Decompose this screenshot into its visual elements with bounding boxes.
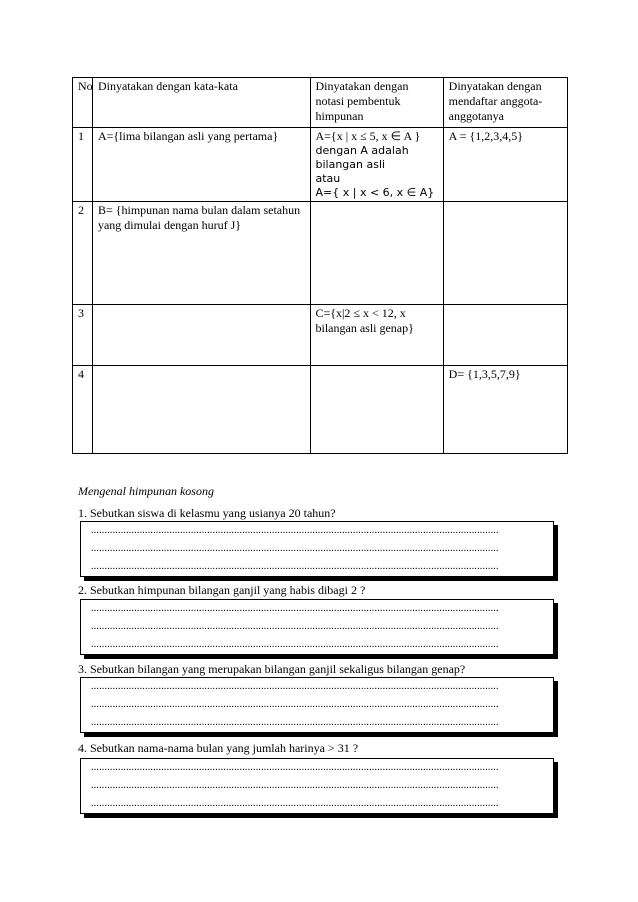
header-words: Dinyatakan dengan kata-kata: [92, 78, 310, 128]
notation-line: A={x | x ≤ 5, x ∈ A }: [315, 129, 421, 143]
notation-line: bilangan asli: [315, 158, 386, 171]
table-row: [73, 305, 568, 366]
notation-line: dengan A adalah: [315, 144, 409, 157]
answer-line: .......................................................................................................................................................: [91, 717, 499, 728]
row-words: A={lima bilangan asli yang pertama}: [92, 128, 310, 202]
answer-line: .......................................................................................................................................................: [91, 780, 499, 791]
row-no: 2: [73, 202, 93, 305]
question-4: 4. Sebutkan nama-nama bulan yang jumlah harinya > 31 ?: [78, 741, 359, 755]
answer-line: .......................................................................................................................................................: [91, 561, 499, 572]
set-representation-table: [72, 77, 568, 454]
row-list: [443, 202, 567, 305]
answer-line: .......................................................................................................................................................: [91, 681, 499, 692]
header-list: Dinyatakan dengan mendaftar anggota-anggotanya: [443, 78, 567, 128]
row-list: [443, 305, 567, 366]
answer-line: .......................................................................................................................................................: [91, 621, 499, 632]
notation-line: atau: [315, 172, 341, 185]
table-header-row: [73, 78, 568, 128]
answer-line: .......................................................................................................................................................: [91, 762, 499, 773]
answer-line: .......................................................................................................................................................: [91, 639, 499, 650]
answer-box-4[interactable]: [80, 758, 554, 814]
answer-box-3[interactable]: [80, 677, 554, 733]
answer-line: .......................................................................................................................................................: [91, 543, 499, 554]
row-notation: [310, 128, 443, 202]
answer-line: .......................................................................................................................................................: [91, 603, 499, 614]
row-notation: [310, 202, 443, 305]
question-2: 2. Sebutkan himpunan bilangan ganjil yang habis dibagi 2 ?: [78, 583, 366, 597]
header-no: No: [73, 78, 93, 128]
answer-box-2[interactable]: [80, 599, 554, 655]
table-row: [73, 366, 568, 454]
row-words: [92, 366, 310, 454]
row-notation: C={x|2 ≤ x < 12, x bilangan asli genap}: [310, 305, 443, 366]
row-no: 3: [73, 305, 93, 366]
header-notation: Dinyatakan dengan notasi pembentuk himpunan: [310, 78, 443, 128]
question-1: 1. Sebutkan siswa di kelasmu yang usianya 20 tahun?: [78, 506, 336, 520]
answer-line: .......................................................................................................................................................: [91, 525, 499, 536]
answer-line: .......................................................................................................................................................: [91, 798, 499, 809]
row-list: D= {1,3,5,7,9}: [443, 366, 567, 454]
section-title: Mengenal himpunan kosong: [78, 484, 214, 498]
row-no: 1: [73, 128, 93, 202]
row-list: A = {1,2,3,4,5}: [443, 128, 567, 202]
question-3: 3. Sebutkan bilangan yang merupakan bilangan ganjil sekaligus bilangan genap?: [78, 662, 466, 676]
table-row: [73, 128, 568, 202]
table-row: [73, 202, 568, 305]
row-words: B= {himpunan nama bulan dalam setahun yang dimulai dengan huruf J}: [92, 202, 310, 305]
notation-line: A={ x | x < 6, x ∈ A}: [315, 186, 435, 199]
row-notation: [310, 366, 443, 454]
row-words: [92, 305, 310, 366]
answer-box-1[interactable]: [80, 521, 554, 577]
answer-line: .......................................................................................................................................................: [91, 699, 499, 710]
row-no: 4: [73, 366, 93, 454]
